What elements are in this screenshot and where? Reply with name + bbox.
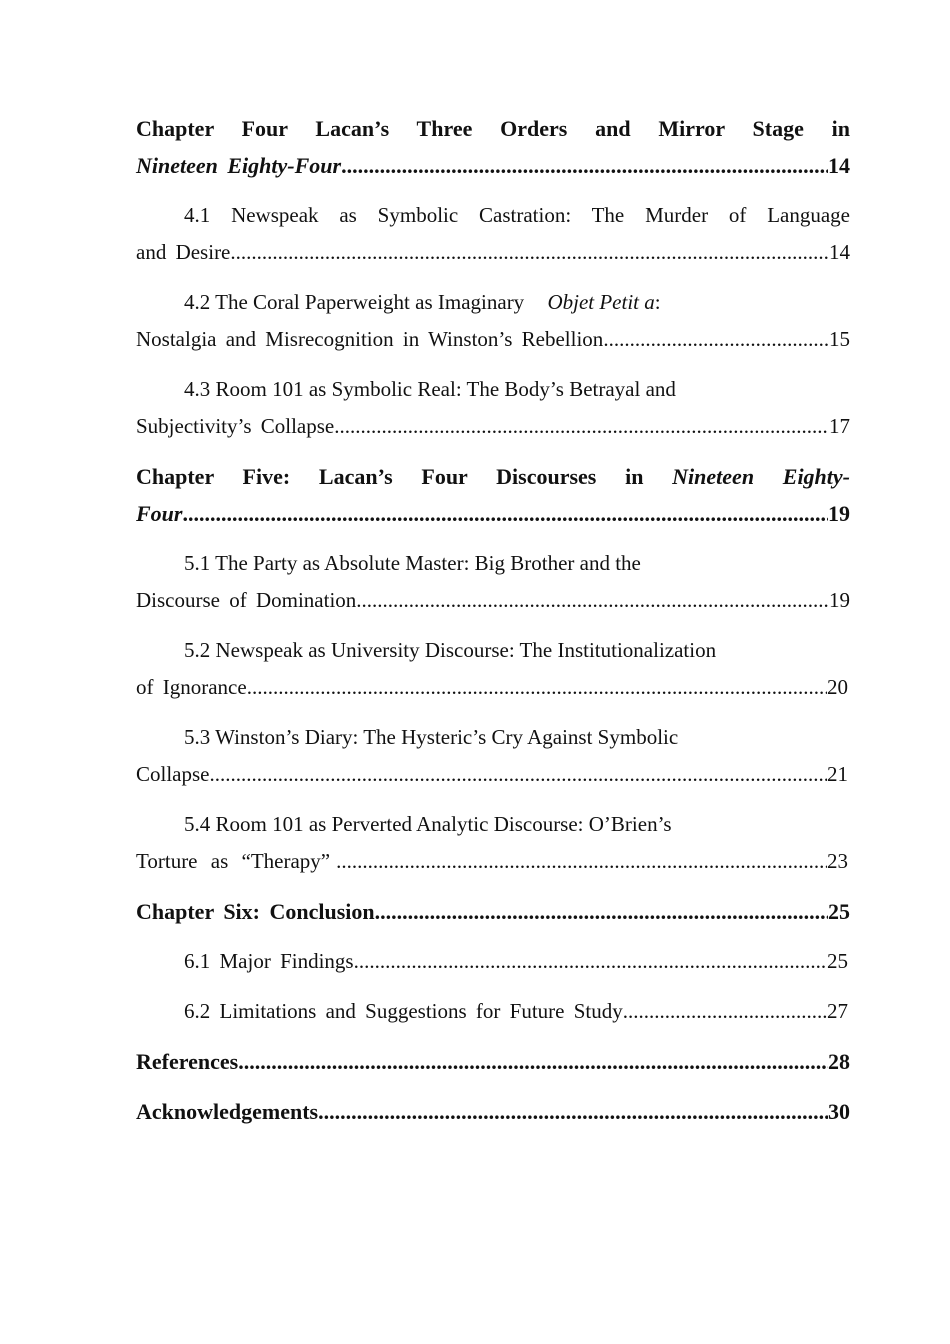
toc-entry-title-colon: : (654, 290, 661, 314)
toc-entry-chapter-five[interactable] (136, 458, 850, 532)
toc-entry-lastline (136, 1043, 850, 1080)
toc-entry-section-6-2[interactable] (136, 993, 850, 1030)
toc-entry-section-5-2[interactable] (136, 632, 850, 706)
toc-entry-line (136, 806, 782, 843)
toc-entry-title-italic: Objet Petit a (547, 290, 655, 314)
toc-entry-line (136, 458, 850, 495)
toc-entry-title: Chapter Four Lacan’s Three Orders and Mirror Stage in (136, 116, 850, 141)
page-number: 28 (828, 1049, 850, 1074)
toc-entry-line (136, 110, 850, 147)
table-of-contents (136, 110, 850, 1143)
toc-entry-lastline (136, 993, 848, 1030)
dot-leader (210, 756, 828, 793)
toc-entry-title: Acknowledgements (136, 1099, 319, 1124)
page-number: 14 (829, 240, 850, 264)
toc-entry-title-italic-cont: Four (136, 501, 183, 526)
toc-entry-section-4-1[interactable] (136, 197, 850, 271)
page-number: 19 (828, 501, 850, 526)
page-number: 15 (829, 327, 850, 351)
dot-leader (356, 582, 829, 619)
toc-entry-title: Chapter Six: Conclusion (136, 899, 375, 924)
toc-entry-title: 5.4 Room 101 as Perverted Analytic Discourse: O’Brien’s (184, 812, 672, 836)
toc-entry-title: 4.2 The Coral Paperweight as Imaginary (184, 290, 525, 314)
toc-entry-title: 5.3 Winston’s Diary: The Hysteric’s Cry Against Symbolic (184, 725, 679, 749)
toc-entry-title: 6.2 Limitations and Suggestions for Future Study (184, 999, 623, 1023)
toc-entry-section-6-1[interactable] (136, 943, 850, 980)
toc-entry-line (136, 632, 826, 669)
dot-leader (238, 1043, 828, 1080)
toc-entry-title-cont: Discourse of Domination (136, 588, 357, 612)
dot-leader (182, 495, 828, 532)
toc-entry-lastline (136, 234, 850, 271)
toc-entry-acknowledgements[interactable] (136, 1093, 850, 1130)
toc-entry-line (136, 197, 850, 234)
toc-entry-section-5-3[interactable] (136, 719, 850, 793)
toc-entry-line (136, 371, 798, 408)
dot-leader (247, 669, 827, 706)
dot-leader (230, 234, 829, 271)
toc-entry-lastline (136, 1093, 850, 1130)
toc-entry-line (136, 545, 760, 582)
toc-entry-chapter-six[interactable] (136, 893, 850, 930)
toc-entry-title-cont: Torture as “Therapy” (136, 849, 331, 873)
dot-leader (603, 321, 829, 358)
toc-entry-chapter-four[interactable] (136, 110, 850, 184)
toc-entry-lastline (136, 669, 848, 706)
toc-entry-title: 5.2 Newspeak as University Discourse: The Institutionalization (184, 638, 717, 662)
dot-leader (623, 993, 827, 1030)
toc-entry-section-4-2[interactable] (136, 284, 850, 358)
dot-leader (334, 408, 829, 445)
dot-leader (336, 843, 827, 880)
toc-entry-section-5-4[interactable] (136, 806, 850, 880)
toc-entry-lastline (136, 943, 848, 980)
toc-entry-section-4-3[interactable] (136, 371, 850, 445)
toc-entry-title-cont: and Desire (136, 240, 231, 264)
toc-entry-lastline (136, 893, 850, 930)
toc-entry-lastline (136, 582, 850, 619)
page-number: 19 (829, 588, 850, 612)
page-number: 25 (827, 949, 848, 973)
toc-entry-title-cont: Subjectivity’s Collapse (136, 414, 335, 438)
toc-entry-title: Chapter Five: Lacan’s Four Discourses in (136, 464, 644, 489)
toc-entry-title: 4.3 Room 101 as Symbolic Real: The Body’s Betrayal and (184, 377, 676, 401)
dot-leader (354, 943, 827, 980)
toc-entry-lastline (136, 408, 850, 445)
page-number: 14 (828, 153, 850, 178)
toc-entry-lastline (136, 756, 848, 793)
toc-entry-title-cont: of Ignorance (136, 675, 247, 699)
toc-entry-lastline (136, 147, 850, 184)
toc-entry-line (136, 719, 790, 756)
toc-entry-line (136, 284, 812, 321)
toc-entry-title-cont: Collapse (136, 762, 210, 786)
page-number: 21 (827, 762, 848, 786)
toc-entry-title: 5.1 The Party as Absolute Master: Big Brother and the (184, 551, 641, 575)
toc-entry-lastline (136, 495, 850, 532)
dot-leader (318, 1093, 828, 1130)
toc-entry-title: 4.1 Newspeak as Symbolic Castration: The Murder of Language (184, 203, 850, 227)
page-number: 27 (827, 999, 848, 1023)
page-number: 23 (827, 849, 848, 873)
toc-entry-title-italic: Nineteen Eighty- (672, 464, 850, 489)
dot-leader (375, 893, 828, 930)
toc-entry-references[interactable] (136, 1043, 850, 1080)
toc-entry-title-italic: Nineteen Eighty-Four (136, 153, 342, 178)
toc-entry-lastline (136, 321, 850, 358)
toc-entry-lastline (136, 843, 848, 880)
page-number: 30 (828, 1099, 850, 1124)
toc-entry-section-5-1[interactable] (136, 545, 850, 619)
page-number: 20 (827, 675, 848, 699)
toc-entry-title: References (136, 1049, 239, 1074)
toc-entry-title-cont: Nostalgia and Misrecognition in Winston’s Rebellion (136, 327, 604, 351)
page-number: 25 (828, 899, 850, 924)
dot-leader (341, 147, 828, 184)
page-number: 17 (829, 414, 850, 438)
toc-entry-title: 6.1 Major Findings (184, 949, 354, 973)
